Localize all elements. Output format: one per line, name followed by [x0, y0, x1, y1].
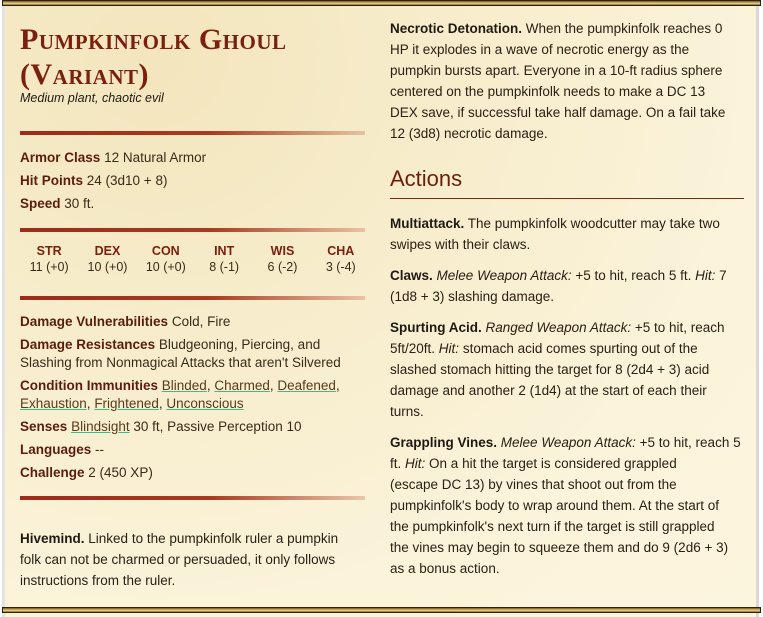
challenge: Challenge 2 (450 XP) — [20, 465, 153, 480]
trait-hivemind: Hivemind. Linked to the pumpkinfolk ruler a pumpkin folk can not be charmed or persuaded, it only follows instructions from the ruler. — [20, 531, 339, 588]
top-border-bar — [2, 0, 761, 6]
divider-rule — [20, 228, 365, 232]
sense-link-blindsight[interactable]: Blindsight — [71, 419, 130, 434]
condition-immunities: Condition Immunities Blinded, Charmed, Deafened, — [20, 378, 340, 393]
condition-link-frightened[interactable]: Frightened — [94, 396, 159, 411]
condition-link-charmed[interactable]: Charmed — [214, 378, 270, 393]
condition-immunities-cont: Exhaustion, Frightened, Unconscious — [20, 396, 244, 411]
condition-link-exhaustion[interactable]: Exhaustion — [20, 396, 87, 411]
monster-meta: Medium plant, chaotic evil — [20, 91, 164, 105]
bottom-border-bar — [2, 607, 761, 613]
divider-rule — [20, 296, 365, 300]
ability-cha: CHA 3 (-4) — [325, 244, 356, 274]
action-claws: Claws. Melee Weapon Attack: +5 to hit, reach 5 ft. Hit: 7 (1d8 + 3) slashing damage. — [390, 268, 727, 304]
divider-rule — [20, 496, 365, 500]
hit-points: Hit Points 24 (3d10 + 8) — [20, 173, 168, 188]
condition-link-blinded[interactable]: Blinded — [161, 378, 207, 393]
actions-heading: Actions — [390, 166, 463, 191]
ability-dex: DEX 10 (+0) — [87, 244, 128, 274]
action-spurting-acid: Spurting Acid. Ranged Weapon Attack: +5 to hit, reach 5ft/20ft. Hit: stomach acid comes spurting out of the slashed stomach hitting the target for 8 (2d4 + 3) acid damage and another 2 (1d4) at the start of each their turns. — [390, 320, 725, 419]
armor-class: Armor Class 12 Natural Armor — [20, 150, 207, 165]
divider-rule — [20, 131, 365, 135]
ability-int: INT 8 (-1) — [209, 244, 240, 274]
languages: Languages -- — [20, 442, 105, 457]
ability-con: CON 10 (+0) — [145, 244, 186, 274]
damage-resistances-cont: Slashing from Nonmagical Attacks that aren't Silvered — [20, 355, 341, 370]
senses: Senses Blindsight 30 ft, Passive Perception 10 — [20, 419, 302, 434]
ability-wis: WIS 6 (-2) — [267, 244, 298, 274]
monster-name: Pumpkinfolk Ghoul (Variant) — [20, 23, 287, 91]
damage-resistances: Damage Resistances Bludgeoning, Piercing, and — [20, 337, 321, 352]
action-multiattack: Multiattack. The pumpkinfolk woodcutter may take two swipes with their claws. — [390, 216, 720, 252]
ability-str: STR 11 (+0) — [29, 244, 69, 274]
ability-scores — [20, 244, 370, 274]
actions-divider — [390, 198, 744, 199]
damage-vulnerabilities: Damage Vulnerabilities Cold, Fire — [20, 314, 231, 329]
condition-link-deafened[interactable]: Deafened — [277, 378, 336, 393]
speed: Speed 30 ft. — [20, 196, 95, 211]
action-grappling-vines: Grappling Vines. Melee Weapon Attack: +5 to hit, reach 5 ft. Hit: On a hit the target is considered grappled (escape DC 13) by vines that shoot out from the pumpkinfolk's body to wrap around them. At the start of the pumpkinfolk's next turn if the target is still grappled the vines may begin to squeeze them and do 9 (2d6 + 3) as a bonus action. — [390, 435, 741, 576]
condition-link-unconscious[interactable]: Unconscious — [166, 396, 244, 411]
trait-necrotic-detonation: Necrotic Detonation. When the pumpkinfolk reaches 0 HP it explodes in a wave of necrotic energy as the pumpkin bursts apart. Everyone in a 10-ft radius sphere centered on the pumpkinfolk needs to make a DC 13 DEX save, if successful take half damage. On a fail take 12 (3d8) necrotic damage. — [390, 21, 726, 141]
